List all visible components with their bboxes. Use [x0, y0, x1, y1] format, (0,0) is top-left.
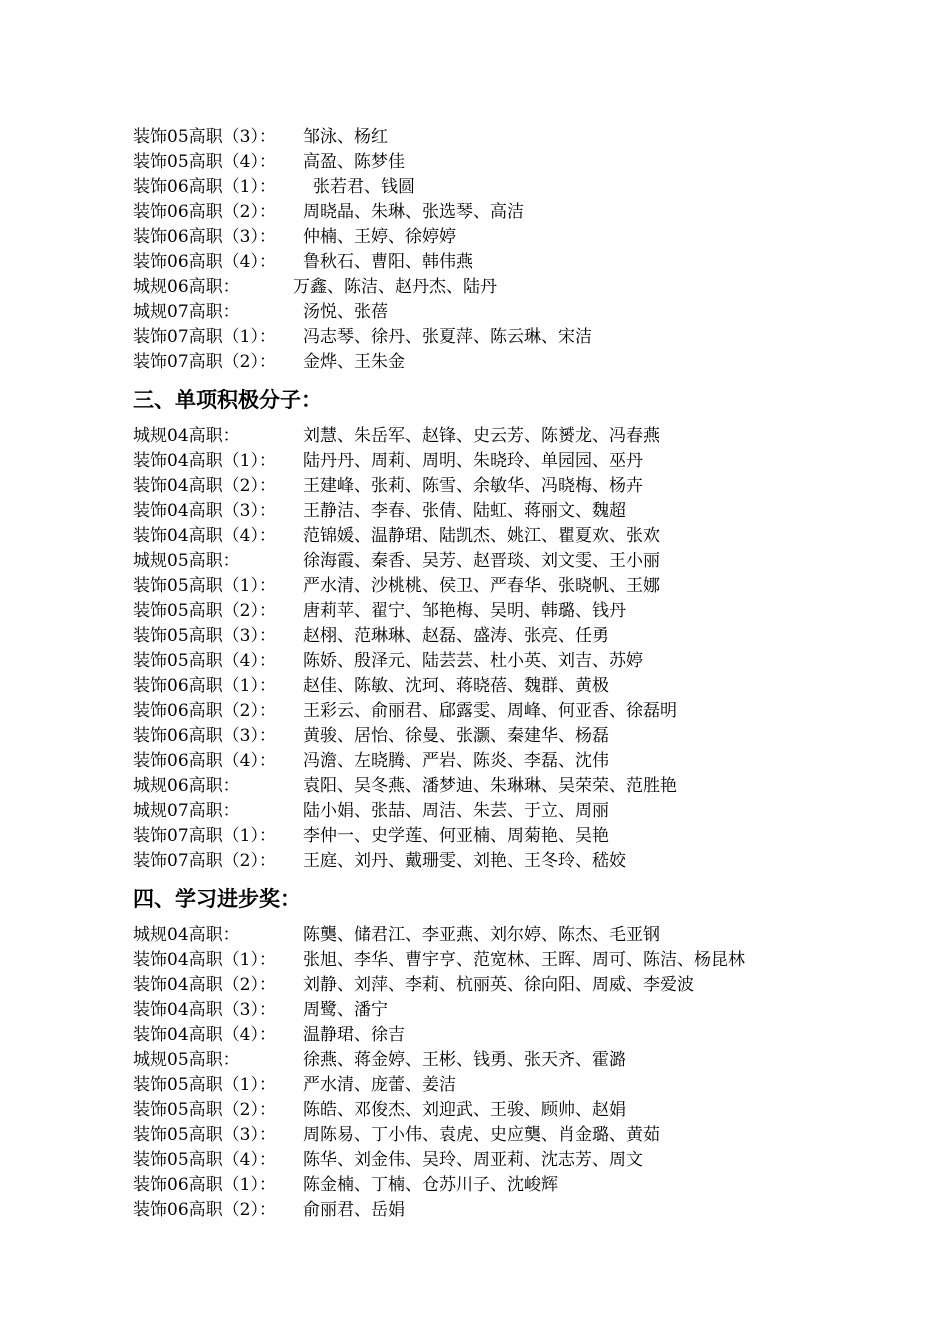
class-name: 装饰06高职（1）： — [133, 676, 276, 696]
class-name: 装饰06高职（2）： — [133, 202, 276, 222]
student-names: 张若君、钱圆 — [313, 177, 415, 197]
award-row — [133, 1023, 405, 1048]
award-row — [133, 1198, 405, 1223]
class-name: 装饰05高职（3）： — [133, 1125, 276, 1145]
award-row — [133, 749, 609, 774]
award-row — [133, 1073, 456, 1098]
class-name: 装饰05高职（4）： — [133, 152, 276, 172]
class-name: 装饰06高职（4）： — [133, 751, 276, 771]
class-name: 装饰04高职（4）： — [133, 526, 276, 546]
student-names: 陆小娟、张喆、周洁、朱芸、于立、周丽 — [303, 801, 609, 821]
student-names: 严水清、沙桃桃、侯卫、严春华、张晓帆、王娜 — [303, 576, 660, 596]
award-row — [133, 824, 609, 849]
student-names: 王庭、刘丹、戴珊雯、刘艳、王冬玲、嵇姣 — [303, 851, 626, 871]
award-row — [133, 973, 694, 998]
student-names: 陈龑、储君江、李亚燕、刘尔婷、陈杰、毛亚钢 — [303, 925, 660, 945]
award-row — [133, 175, 415, 200]
student-names: 王彩云、俞丽君、郈露雯、周峰、何亚香、徐磊明 — [303, 701, 677, 721]
student-names: 陈皓、邓俊杰、刘迎武、王骏、顾帅、赵娟 — [303, 1100, 626, 1120]
student-names: 周陈易、丁小伟、袁虎、史应龑、肖金璐、黄茹 — [303, 1125, 660, 1145]
award-row — [133, 300, 388, 325]
student-names: 刘静、刘萍、李莉、杭丽英、徐向阳、周威、李爱波 — [303, 975, 694, 995]
student-names: 冯澹、左晓腾、严岩、陈炎、李磊、沈伟 — [303, 751, 609, 771]
class-name: 城规06高职： — [133, 277, 240, 297]
class-name: 城规06高职： — [133, 776, 240, 796]
award-row — [133, 674, 609, 699]
class-name: 装饰04高职（1）： — [133, 451, 276, 471]
class-name: 装饰07高职（2）： — [133, 352, 276, 372]
award-row — [133, 1098, 626, 1123]
award-row — [133, 150, 405, 175]
student-names: 徐海霞、秦香、吴芳、赵晋琰、刘文雯、王小丽 — [303, 551, 660, 571]
award-row — [133, 225, 456, 250]
student-names: 汤悦、张蓓 — [303, 302, 388, 322]
student-names: 鲁秋石、曹阳、韩伟燕 — [303, 252, 473, 272]
class-name: 装饰06高职（2）： — [133, 1200, 276, 1220]
class-name: 装饰04高职（3）： — [133, 501, 276, 521]
award-row — [133, 1173, 558, 1198]
class-name: 装饰05高职（2）： — [133, 601, 276, 621]
student-names: 仲楠、王婷、徐婷婷 — [303, 227, 456, 247]
award-row — [133, 923, 660, 948]
student-names: 王静洁、李春、张倩、陆虹、蒋丽文、魏超 — [303, 501, 626, 521]
student-names: 温静珺、徐吉 — [303, 1025, 405, 1045]
student-names: 王建峰、张莉、陈雪、余敏华、冯晓梅、杨卉 — [303, 476, 643, 496]
student-names: 李仲一、史学莲、何亚楠、周菊艳、吴艳 — [303, 826, 609, 846]
award-row — [133, 449, 643, 474]
student-names: 金烨、王朱金 — [303, 352, 405, 372]
class-name: 城规07高职： — [133, 302, 240, 322]
class-name: 装饰05高职（1）： — [133, 1075, 276, 1095]
class-name: 装饰05高职（3）： — [133, 626, 276, 646]
student-names: 高盈、陈梦佳 — [303, 152, 405, 172]
class-name: 城规05高职： — [133, 1050, 240, 1070]
student-names: 邹泳、杨红 — [303, 127, 388, 147]
class-name: 城规07高职： — [133, 801, 240, 821]
award-row — [133, 624, 609, 649]
award-row — [133, 200, 524, 225]
student-names: 俞丽君、岳娟 — [303, 1200, 405, 1220]
class-name: 装饰05高职（3）： — [133, 127, 276, 147]
student-names: 赵栩、范琳琳、赵磊、盛涛、张亮、任勇 — [303, 626, 609, 646]
student-names: 张旭、李华、曹宇亨、范宽林、王晖、周可、陈洁、杨昆林 — [303, 950, 745, 970]
student-names: 陈华、刘金伟、吴玲、周亚莉、沈志芳、周文 — [303, 1150, 643, 1170]
award-row — [133, 724, 609, 749]
award-row — [133, 599, 626, 624]
student-names: 袁阳、吴冬燕、潘梦迪、朱琳琳、吴荣荣、范胜艳 — [303, 776, 677, 796]
award-row — [133, 799, 609, 824]
class-name: 城规04高职： — [133, 925, 240, 945]
student-names: 冯志琴、徐丹、张夏萍、陈云琳、宋洁 — [303, 327, 592, 347]
award-row — [133, 774, 677, 799]
award-row — [133, 524, 660, 549]
class-name: 装饰07高职（1）： — [133, 327, 276, 347]
class-name: 装饰07高职（2）： — [133, 851, 276, 871]
award-row — [133, 849, 626, 874]
award-row — [133, 125, 388, 150]
section-heading: 三、单项积极分子： — [133, 388, 322, 412]
class-name: 装饰04高职（2）： — [133, 975, 276, 995]
class-name: 装饰06高职（4）： — [133, 252, 276, 272]
section-heading: 四、学习进步奖： — [133, 887, 301, 911]
class-name: 装饰04高职（2）： — [133, 476, 276, 496]
award-row — [133, 574, 660, 599]
class-name: 装饰05高职（4）： — [133, 651, 276, 671]
student-names: 周晓晶、朱琳、张选琴、高洁 — [303, 202, 524, 222]
class-name: 装饰06高职（3）： — [133, 726, 276, 746]
award-row — [133, 350, 405, 375]
student-names: 徐燕、蒋金婷、王彬、钱勇、张天齐、霍潞 — [303, 1050, 626, 1070]
award-row — [133, 649, 643, 674]
award-row — [133, 499, 626, 524]
award-row — [133, 1048, 626, 1073]
award-row — [133, 998, 388, 1023]
class-name: 装饰04高职（1）： — [133, 950, 276, 970]
award-row — [133, 1123, 660, 1148]
class-name: 城规05高职： — [133, 551, 240, 571]
student-names: 严水清、庞蕾、姜洁 — [303, 1075, 456, 1095]
student-names: 赵佳、陈敏、沈珂、蒋晓蓓、魏群、黄极 — [303, 676, 609, 696]
award-row — [133, 325, 592, 350]
class-name: 装饰04高职（4）： — [133, 1025, 276, 1045]
class-name: 装饰06高职（1）： — [133, 177, 276, 197]
award-row — [133, 549, 660, 574]
student-names: 陆丹丹、周莉、周明、朱晓玲、单园园、巫丹 — [303, 451, 643, 471]
class-name: 装饰05高职（2）： — [133, 1100, 276, 1120]
student-names: 万鑫、陈洁、赵丹杰、陆丹 — [293, 277, 497, 297]
student-names: 唐莉苹、翟宁、邹艳梅、吴明、韩璐、钱丹 — [303, 601, 626, 621]
class-name: 装饰06高职（3）： — [133, 227, 276, 247]
class-name: 城规04高职： — [133, 426, 240, 446]
student-names: 陈金楠、丁楠、仓苏川子、沈峻辉 — [303, 1175, 558, 1195]
class-name: 装饰06高职（1）： — [133, 1175, 276, 1195]
student-names: 陈娇、殷泽元、陆芸芸、杜小英、刘吉、苏婷 — [303, 651, 643, 671]
student-names: 黄骏、居怡、徐曼、张灏、秦建华、杨磊 — [303, 726, 609, 746]
award-row — [133, 948, 745, 973]
class-name: 装饰05高职（1）： — [133, 576, 276, 596]
award-row — [133, 424, 660, 449]
award-row — [133, 275, 497, 300]
award-row — [133, 1148, 643, 1173]
award-row — [133, 250, 473, 275]
student-names: 范锦媛、温静珺、陆凯杰、姚江、瞿夏欢、张欢 — [303, 526, 660, 546]
class-name: 装饰05高职（4）： — [133, 1150, 276, 1170]
student-names: 周鹭、潘宁 — [303, 1000, 388, 1020]
award-row — [133, 474, 643, 499]
class-name: 装饰07高职（1）： — [133, 826, 276, 846]
award-row — [133, 699, 677, 724]
student-names: 刘慧、朱岳军、赵锋、史云芳、陈赟龙、冯春燕 — [303, 426, 660, 446]
class-name: 装饰06高职（2）： — [133, 701, 276, 721]
class-name: 装饰04高职（3）： — [133, 1000, 276, 1020]
